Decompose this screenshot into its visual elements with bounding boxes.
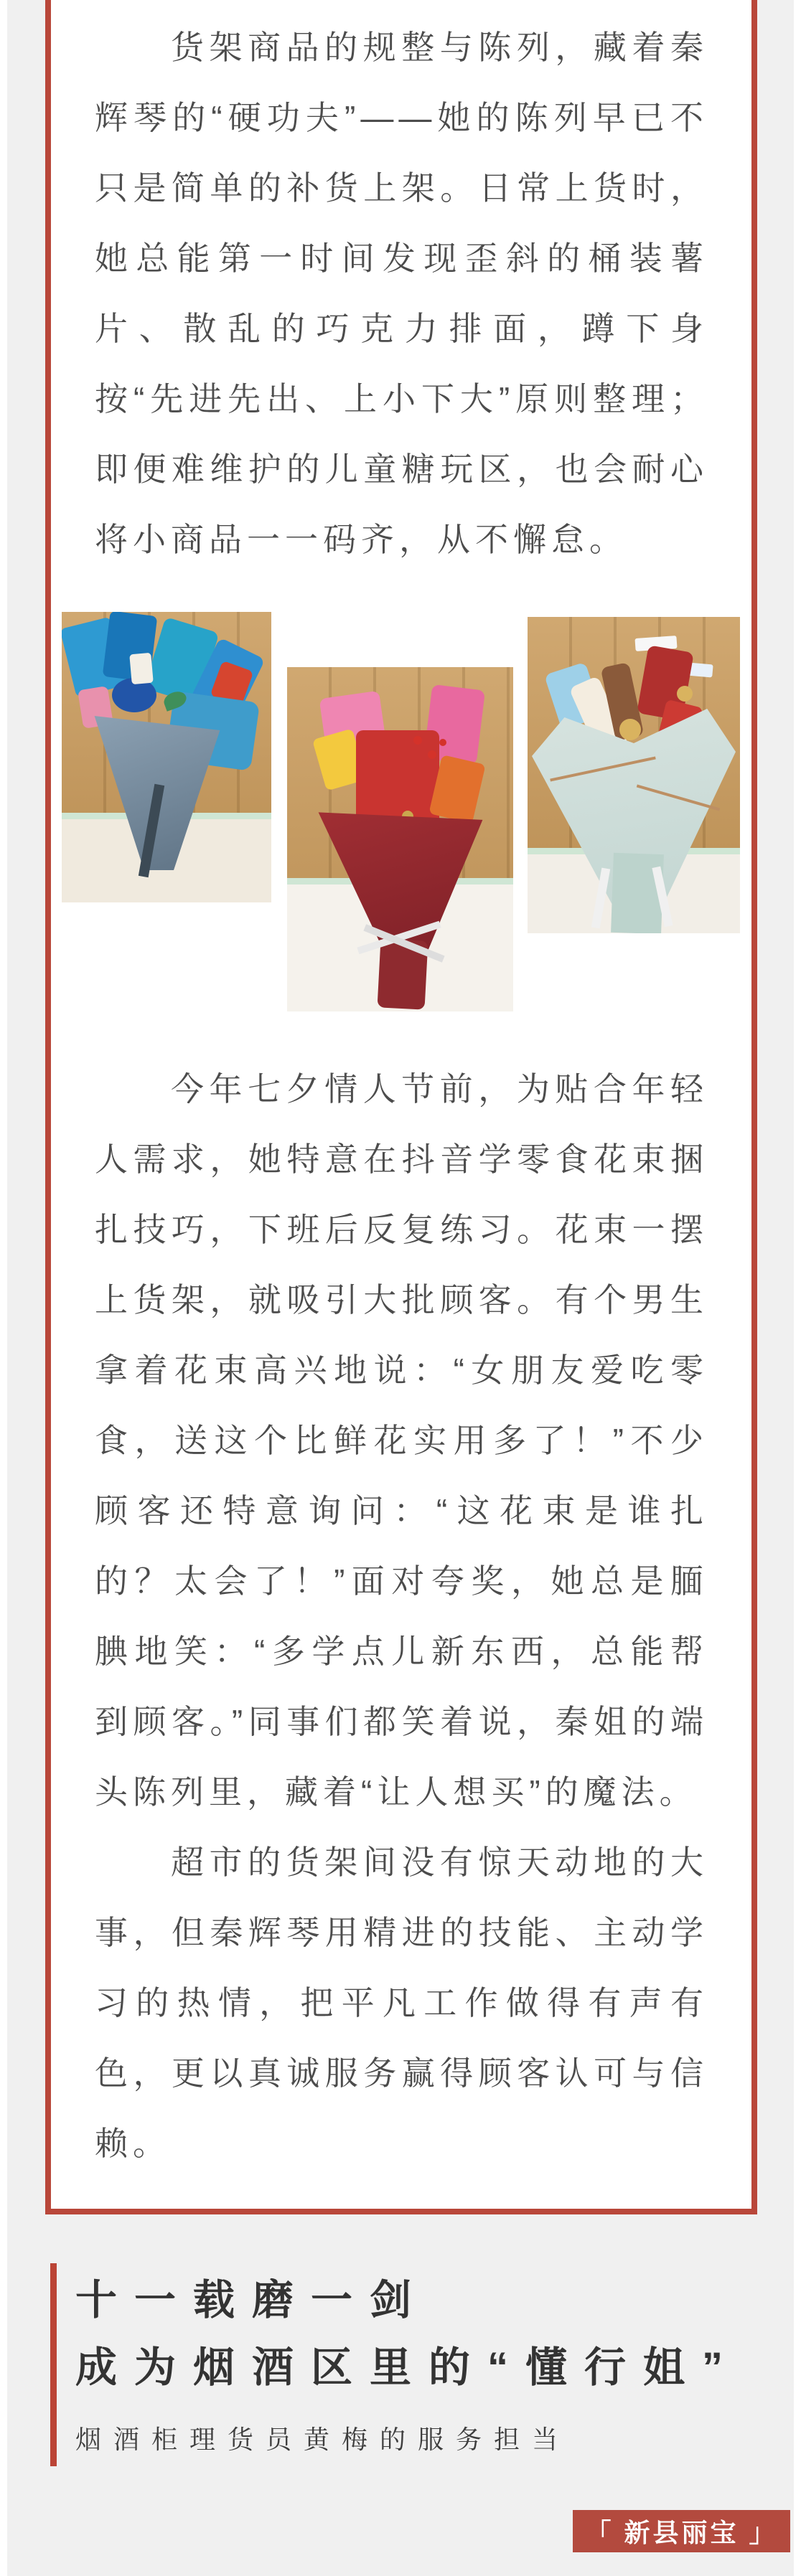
- berry-decoration: [413, 736, 422, 745]
- snack-tag: [129, 653, 154, 684]
- brand-badge: 「 新县丽宝 」: [573, 2510, 790, 2552]
- snack-bouquet-photo-blue: [62, 612, 271, 902]
- gold-candy: [677, 686, 693, 702]
- snack-bouquet-photo-mint: [528, 617, 740, 933]
- snack-bouquet-photo-red: [287, 667, 513, 1011]
- article-paragraphs-2-3: [95, 1054, 708, 2179]
- bouquet-stem: [611, 853, 664, 933]
- paragraph-text: 货架商品的规整与陈列，藏着秦辉琴的“硬功夫”——她的陈列早已不只是简单的补货上架。日常上货时，她总能第一时间发现歪斜的桶装薯片、散乱的巧克力排面，蹲下身按“先进先出、上小下大”原则整理；即便难维护的儿童糖玩区，也会耐心将小商品一一码齐，从不懈怠。: [95, 29, 708, 558]
- paragraph-text: 今年七夕情人节前，为贴合年轻人需求，她特意在抖音学零食花束捆扎技巧，下班后反复练习。花束一摆上货架，就吸引大批顾客。有个男生拿着花束高兴地说：“女朋友爱吃零食，送这个比鲜花实用多了！”不少顾客还特意询问：“这花束是谁扎的？太会了！”面对夸奖，她总是腼腆地笑：“多学点儿新东西，总能帮到顾客。”同事们都笑着说，秦姐的端头陈列里，藏着“让人想买”的魔法。: [95, 1070, 708, 1811]
- section-subtitle: 烟酒柜理货员黄梅的服务担当: [75, 2425, 571, 2454]
- berry-decoration: [439, 739, 446, 746]
- section-title-accent-bar: [50, 2263, 57, 2466]
- berry-decoration: [428, 750, 436, 759]
- article-paragraph-1: [95, 12, 708, 575]
- section-title-line2: 成为烟酒区里的“懂行姐”: [75, 2344, 741, 2391]
- section-title: [75, 2267, 741, 2402]
- section-title-line1: 十一载磨一剑: [75, 2277, 429, 2323]
- paragraph-text: 超市的货架间没有惊天动地的大事，但秦辉琴用精进的技能、主动学习的热情，把平凡工作做得有声有色，更以真诚服务赢得顾客认可与信赖。: [95, 1844, 708, 2162]
- gold-candy: [619, 719, 641, 740]
